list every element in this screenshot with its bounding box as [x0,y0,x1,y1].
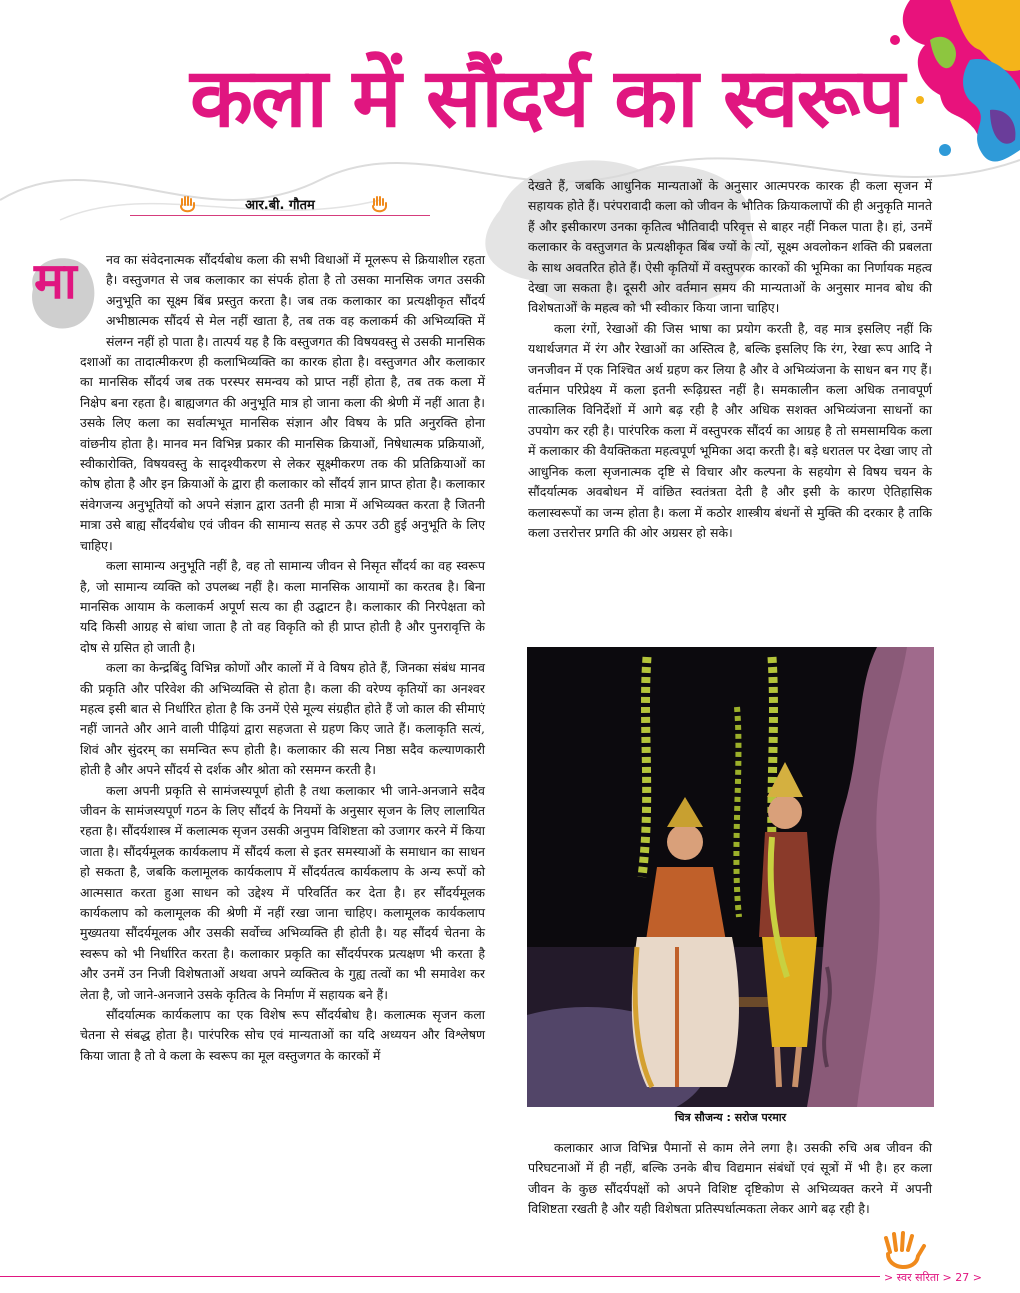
hand-print-icon [880,1230,928,1272]
page-title: कला में सौंदर्य का स्वरूप [190,51,903,146]
paragraph: कला सामान्य अनुभूति नहीं है, वह तो सामान्य जीवन से निसृत सौंदर्य का वह स्वरूप है, जो सामान्य व्यक्ति को उपलब्ध नहीं है। कला मानसिक आयामों का करतब है। बिना मानसिक आयाम के कलाकर्म अपूर्ण सत्य का ही उद्घाटन है। कलाकार की निरपेक्षता को यदि किसी आग्रह से बांधा जाता है तो वह विकृति को ही प्राप्त होती है और पुनरावृत्ति के दोष से ग्रसित हो जाती है। [80,558,485,655]
drop-cap [28,254,98,332]
page-footer: > स्वर सरिता > 27 > [880,1270,986,1285]
author-name: आर.बी. गौतम [245,198,315,213]
dance-photo [527,647,934,1107]
paragraph: देखते हैं, जबकि आधुनिक मान्यताओं के अनुसार आत्मपरक कारक ही कला सृजन में सहायक होते हैं। परंपरावादी कला को जीवन के भौतिक क्रियाकलापों की ही अनुकृति मानते हैं और इसीकारण उनका कृतित्व भौतिवादी परिवृत्त से बाहर नहीं निकल पाता है। हां, उनमें कलाकार के वस्तुजगत के प्रत्यक्षीकृत बिंब ज्यों के त्यों, सूक्ष्म अवलोकन शक्ति की प्रबलता के साथ अवतरित होते हैं। ऐसी कृतियों में वस्तुपरक कारकों की भूमिका का निर्णायक महत्व देखा जा सकता है। दूसरी ओर वर्तमान समय की मान्यताओं के अनुसार मानव बोध की विशेषताओं के महत्व को भी स्वीकार किया जाना चाहिए। [528,178,932,316]
paragraph: कला रंगों, रेखाओं की जिस भाषा का प्रयोग करती है, वह मात्र इसलिए नहीं कि यथार्थजगत में रंग और रेखाओं का अस्तित्व है, बल्कि इसलिए कि रंग, रेखा रूप आदि ने जनजीवन में एक निश्चित अर्थ ग्रहण कर लिया है और वे अभिव्यंजना के साधन बन गए हैं। वर्तमान परिप्रेक्ष्य में कला इतनी रूढ़िग्रस्त नहीं है। समकालीन कला अधिक तनावपूर्ण तात्कालिक विनिर्देशों में आगे बढ़ रही है और अधिक सशक्त अभिव्यंजना साधनों का उपयोग कर रही है। पारंपरिक कला में वस्तुपरक सौंदर्य का आग्रह है तो समसामयिक कला में कलाकार की वैयक्तिकता महत्वपूर्ण भूमिका अदा करती है। बड़े धरातल पर देखा जाए तो आधुनिक कला सृजनात्मक दृष्टि से विचार और कल्पना के सहयोग से विषय चयन के सौंदर्यात्मक अवबोधन में वांछित स्वतंत्रता देती है और इसी के कारण ऐतिहासिक कलास्वरूपों का जन्म होता है। कला में कठोर शास्त्रीय बंधनों से मुक्ति की दरकार है ताकि कला उत्तरोत्तर प्रगति की ओर अग्रसर हो सके। [528,320,932,540]
byline-rule [130,215,430,216]
right-column-bottom [528,1138,932,1220]
left-column [34,250,485,1066]
photo-caption: चित्र सौजन्य : सरोज परमार [674,1111,787,1124]
paragraph: कला का केन्द्रबिंदु विभिन्न कोणों और कालों में वे विषय होते हैं, जिनका संबंध मानव की प्रकृति और परिवेश की अभिव्यक्ति से होता है। कला की वरेण्य कृतियों का अनश्वर महत्व इसी बात से निर्धारित होता है कि उनमें ऐसे मूल्य संग्रहीत होते हैं जो काल की सीमाएं नहीं जानते और आने वाली पीढ़ियां द्वारा सहजता से ग्रहण किए जाते हैं। कलाकृति सत्यं, शिवं और सुंदरम् का समन्वित रूप होती है। कलाकार की सत्य निष्ठा सदैव कल्याणकारी होती है और अपने सौंदर्य से दर्शक और श्रोता को रसमग्न करती है। [80,660,485,778]
drop-cap-letter: मा [34,252,77,310]
hand-print-icon [370,195,390,215]
byline [130,195,430,219]
paragraph: कला अपनी प्रकृति से सामंजस्यपूर्ण होती है तथा कलाकार भी जाने-अनजाने सदैव जीवन के सामंजस्यपूर्ण गठन के लिए सौंदर्य के नियमों के अनुसार सृजन के लिए लालायित रहता है। सौंदर्यशास्त्र में कलात्मक सृजन उसकी अनुपम विशिष्टता को उजागर करने में किया जाता है। सौंदर्यमूलक कार्यकलाप में सौंदर्य कला से इतर समस्याओं के समाधान का साधन हो सकता है, जबकि कलामूलक कार्यकलाप में सौंदर्यतत्व कार्यकलाप के अन्य रूपों को आत्मसात करता हुआ साधन को उद्देश्य में परिवर्तित कर देता है। हर सौंदर्यमूलक कार्यकलाप को कलामूलक की श्रेणी में नहीं रखा जाना चाहिए। कलामूलक कार्यकलाप मुख्यतया सौंदर्यमूलक और उसकी सर्वोच्च अभिव्यक्ति ही होती है। यह सौंदर्य चेतना के स्वरूप को भी निर्धारित करता है। कलाकार प्रकृति का सौंदर्यपरक प्रत्यक्षण भी करता है और उनमें उन निजी विशेषताओं अथवा अपने व्यक्तित्व के गुह्य तत्वों का भी समावेश कर लेता है, जो जाने-अनजाने उसके कृतित्व के निर्माण में सहायक बने हैं। [80,782,485,1002]
footer-rule [0,1276,940,1277]
paragraph: सौंदर्यात्मक कार्यकलाप का एक विशेष रूप सौंदर्यबोध है। कलात्मक सृजन कला चेतना से संबद्ध होता है। पारंपरिक सोच एवं मान्यताओं का यदि अध्ययन और विश्लेषण किया जाता है तो वे कला के स्वरूप का मूल वस्तुजगत के कारकों में [80,1007,485,1063]
paragraph: कलाकार आज विभिन्न पैमानों से काम लेने लगा है। उसकी रुचि अब जीवन की परिघटनाओं में ही नहीं, बल्कि उनके बीच विद्यमान संबंधों एवं सूत्रों में भी है। हर कला जीवन के कुछ सौंदर्यपक्षों को अपने विशिष्ट दृष्टिकोण से अभिव्यक्त करने में अपनी विशिष्टता रखती है और यही विशेषता प्रतिस्पर्धात्मकता लेकर आगे बढ़ रही है। [528,1140,932,1217]
right-column-top [528,176,932,543]
paragraph: नव का संवेदनात्मक सौंदर्यबोध कला की सभी विधाओं में मूलरूप से क्रियाशील रहता है। वस्तुजगत से जब कलाकार का संपर्क होता है तो उसका मानसिक जगत उसकी अनुभूति का सूक्ष्म बिंब प्रस्तुत करता है। जब तक कलाकार का प्रत्यक्षीकृत सौंदर्य अभीष्ठात्मक सौंदर्य से मेल नहीं खाता है, तब तक वह कलाकर्म की अभिव्यक्ति में संलग्न नहीं हो पाता है। तात्पर्य यह है कि वस्तुजगत की विषयवस्तु से उसकी मानसिक दशाओं का तादात्मीकरण ही कलाभिव्यक्ति का कारक होता है। वस्तुजगत और कलाकार का मानसिक सौंदर्य जब तक परस्पर समन्वय को प्राप्त नहीं होता है, तब तक कला में निक्षेप बना रहता है। बाह्यजगत की अनुभूति मात्र हो जाना कला की श्रेणी में नहीं आता है। उसके लिए कला का सर्वात्मभूत मानसिक संज्ञान और विषय के प्रति अनुरक्ति होना वांछनीय होता है। मानव मन विभिन्न प्रकार की मानसिक क्रियाओं, निषेधात्मक प्रक्रियाओं, स्वीकारोक्ति, विषयवस्तु के सादृश्यीकरण से लेकर सूक्ष्मीकरण तक की प्रतिक्रियाओं का कोष होता है और इन क्रियाओं के द्वारा ही कलाकार को सौंदर्य ज्ञान प्राप्त होता है। कलाकार संवेगजन्य अनुभूतियों को अपने संज्ञान द्वारा उतनी ही मात्रा में अभिव्यक्त करता है जितनी मात्रा उसे बाह्य सौंदर्यबोध एवं जीवन की सामान्य सतह से ऊपर उठी हुई अनुभूति के लिए चाहिए। [80,252,485,553]
